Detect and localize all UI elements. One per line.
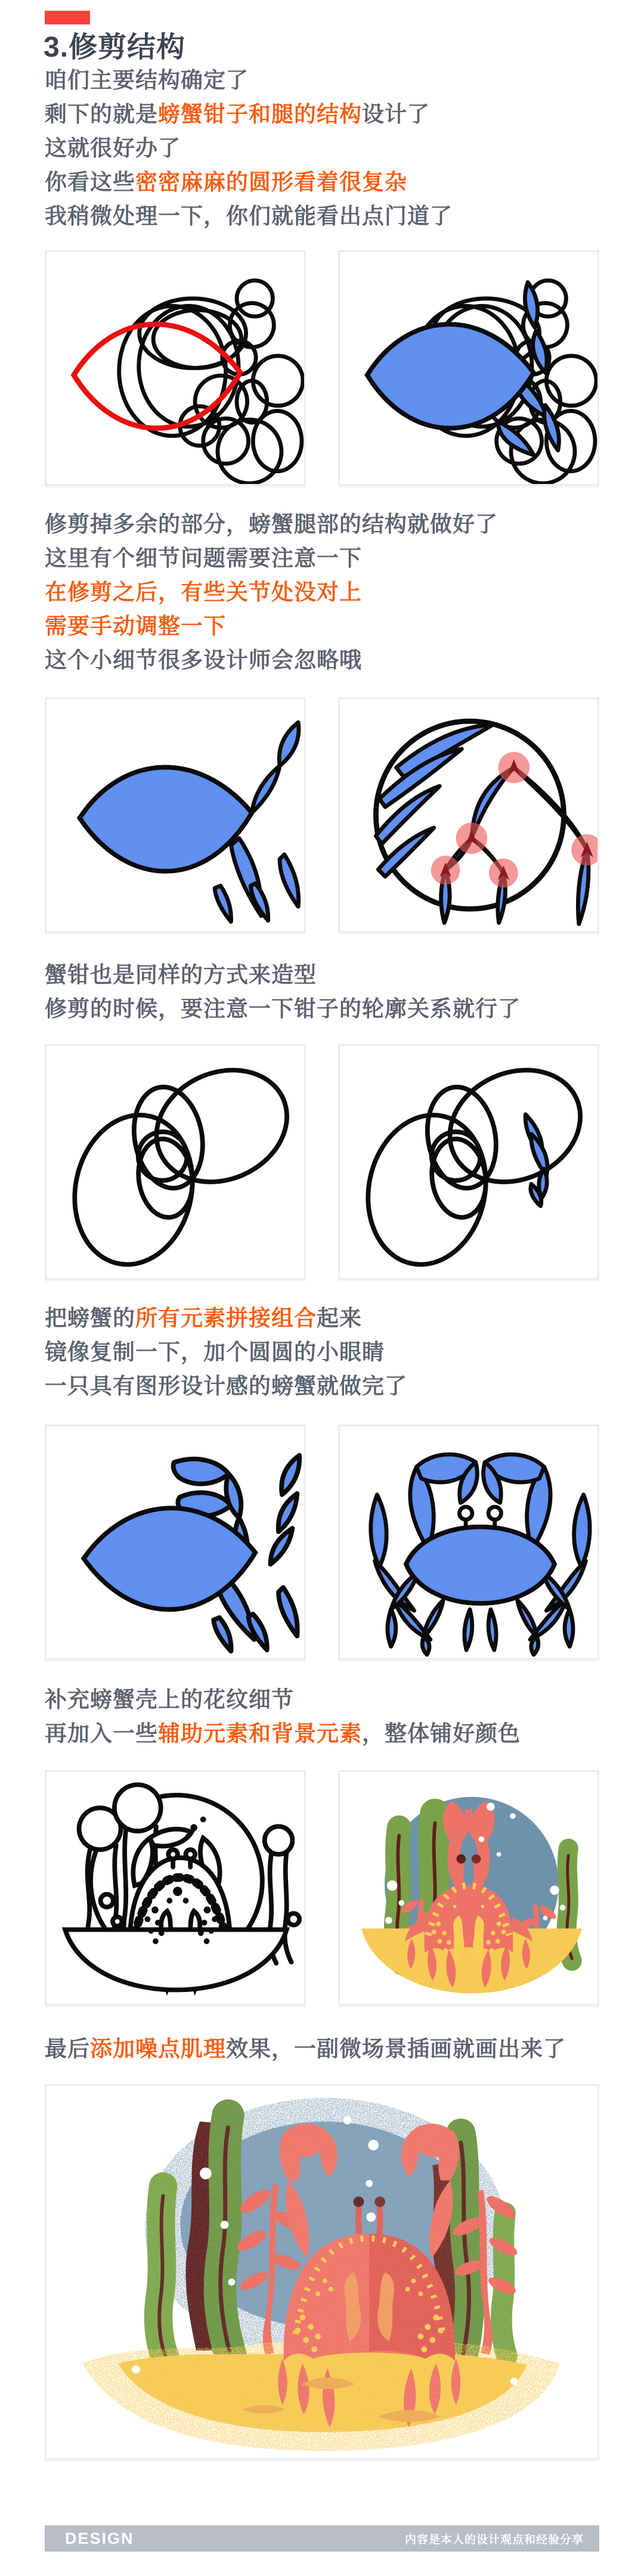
paragraph-group-3 [45,958,605,1026]
text-line: 你看这些密密麻麻的圆形看着很复杂 [45,170,407,194]
text-line: 修剪掉多余的部分，螃蟹腿部的结构就做好了 [45,512,498,536]
final-illustration-icon [47,2086,597,2458]
text-line: 再加入一些辅助元素和背景元素，整体铺好颜色 [45,1721,521,1746]
text-line: 剩下的就是螃蟹钳子和腿的结构设计了 [45,102,430,126]
text-line: 我稍微处理一下，你们就能看出点门道了 [45,204,453,228]
claw-circles-icon [47,1046,304,1278]
text-line: 需要手动调整一下 [45,614,226,638]
figure-circles-blue-body-fill [338,250,599,486]
paragraph-group-6 [45,2032,605,2066]
footer-brand: DESIGN [65,2529,134,2547]
footer-note: 内容是本人的设计观点和经验分享 [404,2533,584,2546]
figure-row-5 [45,1770,599,2006]
circles-blue-fill-icon [340,252,597,484]
scene-lineart-icon [47,1772,304,2004]
figure-full-crab [338,1424,599,1660]
figure-row-3 [45,1044,599,1280]
paragraph-group-2 [45,507,605,677]
figure-half-crab [45,1424,306,1660]
crab-body-legs-icon [47,699,304,931]
half-crab-icon [47,1426,304,1658]
figure-row-2 [45,697,599,933]
footer-bar [45,2525,599,2552]
figure-row-4 [45,1424,599,1660]
figure-final-textured-illustration [45,2084,599,2460]
text-line: 蟹钳也是同样的方式来造型 [45,963,317,987]
figure-circles-red-body-outline [45,250,306,486]
full-crab-icon [340,1426,597,1658]
text-line: 镜像复制一下，加个圆圆的小眼睛 [45,1340,385,1364]
text-line: 在修剪之后，有些关节处没对上 [45,580,362,604]
claw-blue-fill-icon [340,1046,597,1278]
scene-colored-icon [340,1772,597,2004]
text-line: 这就很好办了 [45,136,181,160]
accent-bar [45,11,90,24]
paragraph-group-5 [45,1683,605,1751]
paragraph-group-1 [45,63,605,233]
text-line: 这个小细节很多设计师会忽略哦 [45,648,362,672]
figure-claw-circles-blue-fill [338,1044,599,1280]
joint-detail-icon [340,699,597,931]
page-title: 3.修剪结构 [44,32,186,63]
text-line: 咱们主要结构确定了 [45,68,249,92]
figure-claw-circles [45,1044,306,1280]
circles-sketch-icon [47,252,304,484]
figure-scene-lineart [45,1770,306,2006]
paragraph-group-4 [45,1301,605,1403]
text-line: 修剪的时候，要注意一下钳子的轮廓关系就行了 [45,997,521,1021]
text-line: 最后添加噪点肌理效果，一副微场景插画就画出来了 [45,2037,566,2061]
text-line: 把螃蟹的所有元素拼接组合起来 [45,1306,362,1330]
figure-joint-detail-magnified [338,697,599,933]
figure-row-1 [45,250,599,486]
figure-scene-colored [338,1770,599,2006]
text-line: 补充螃蟹壳上的花纹细节 [45,1687,294,1712]
text-line: 一只具有图形设计感的螃蟹就做完了 [45,1374,407,1398]
figure-trimmed-body-legs [45,697,306,933]
text-line: 这里有个细节问题需要注意一下 [45,546,362,570]
